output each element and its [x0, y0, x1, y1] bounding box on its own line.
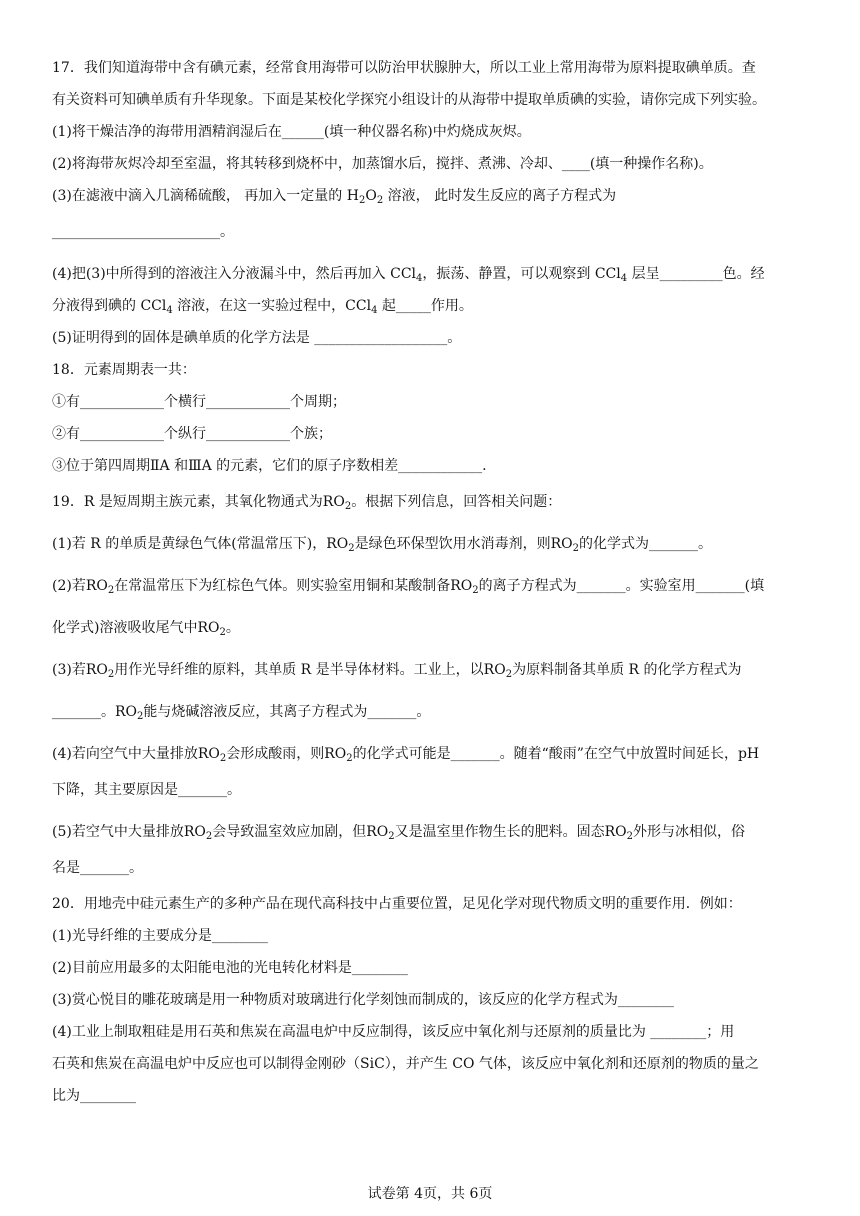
q17-part1: (1)将干燥洁净的海带用酒精润湿后在______(填一种仪器名称)中灼烧成灰烬。 — [52, 124, 531, 140]
q19-part5-line1: (5)若空气中大量排放$RO_2$会导致温室效应加剧，但$RO_2$又是温室里作物生长的肥料。固态$RO_2$外形与冰相似，俗 — [52, 824, 746, 842]
q19-part4-line2: 下降，其主要原因是_______。 — [52, 782, 241, 798]
q19-part4-line1: (4)若向空气中大量排放$RO_2$会形成酸雨，则$RO_2$的化学式可能是_______。随着“酸雨”在空气中放置时间延长，pH — [52, 746, 760, 764]
q17-stem-line2: 有关资料可知碘单质有升华现象。下面是某校化学探究小组设计的从海带中提取单质碘的实验，请你完成下列实验。 — [52, 92, 766, 108]
q17-part5: (5)证明得到的固体是碘单质的化学方法是 ___________________。 — [52, 330, 462, 346]
q17-part2: (2)将海带灰烬冷却至室温，将其转移到烧杯中，加蒸馏水后，搅拌、煮沸、冷却、____(填一种操作名称)。 — [52, 156, 713, 172]
q19-part2-line2: 化学式)溶液吸收尾气中$RO_2$。 — [52, 620, 240, 638]
q20-part3: (3)赏心悦目的雕花玻璃是用一种物质对玻璃进行化学刻蚀而制成的，该反应的化学方程式为________ — [52, 992, 674, 1008]
q18-item1: ①有____________个横行____________个周期； — [52, 394, 346, 410]
q17-part3-blank: ________________________。 — [52, 224, 234, 240]
q20-part4-line2: 石英和焦炭在高温电炉中反应也可以制得金刚砂（SiC），并产生 CO 气体，该反应中氧化剂和还原剂的物质的量之 — [52, 1056, 759, 1072]
q19-part2-line1: (2)若$RO_2$在常温常压下为红棕色气体。则实验室用铜和某酸制备$RO_2$的离子方程式为_______。实验室用_______(填 — [52, 578, 765, 596]
q17-stem-line1: 17．我们知道海带中含有碘元素，经常食用海带可以防治甲状腺肿大，所以工业上常用海带为原料提取碘单质。查 — [52, 60, 756, 76]
q18-stem: 18．元素周期表一共： — [52, 362, 196, 378]
q17-part3: (3)在滤液中滴入几滴稀硫酸， 再加入一定量的 $H_2O_2$ 溶液， 此时发生反应的离子方程式为 — [52, 188, 617, 206]
exam-page — [52, 58, 812, 1106]
q19-part1: (1)若 R 的单质是黄绿色气体(常温常压下)，$RO_2$是绿色环保型饮用水消毒剂，则$RO_2$的化学式为_______。 — [52, 536, 712, 554]
q20-stem: 20．用地壳中硅元素生产的多种产品在现代高科技中占重要位置，足见化学对现代物质文明的重要作用．例如： — [52, 896, 742, 912]
q20-part1: (1)光导纤维的主要成分是________ — [52, 928, 268, 944]
q20-part4-line3: 比为________ — [52, 1088, 136, 1104]
q17-part4-line2: 分液得到碘的 CCl$_4$ 溶液，在这一实验过程中，CCl$_4$ 起_____作用。 — [52, 298, 473, 316]
q20-part2: (2)目前应用最多的太阳能电池的光电转化材料是________ — [52, 960, 408, 976]
q18-item3: ③位于第四周期ⅡA 和ⅢA 的元素，它们的原子序数相差____________. — [52, 458, 487, 474]
q19-part5-line2: 名是_______。 — [52, 860, 143, 876]
q18-item2: ②有____________个纵行____________个族； — [52, 426, 332, 442]
q19-part3-line2: _______。$RO_2$能与烧碱溶液反应，其离子方程式为_______。 — [52, 704, 431, 722]
q17-part4-line1: (4)把(3)中所得到的溶液注入分液漏斗中，然后再加入 CCl$_4$，振荡、静置，可以观察到 CCl$_4$ 层呈_________色。经 — [52, 266, 765, 284]
q20-part4-line1: (4)工业上制取粗硅是用石英和焦炭在高温电炉中反应制得，该反应中氧化剂与还原剂的质量比为 ________；用 — [52, 1024, 735, 1040]
q19-part3-line1: (3)若$RO_2$用作光导纤维的原料，其单质 R 是半导体材料。工业上，以$RO_2$为原料制备其单质 R 的化学方程式为 — [52, 662, 742, 680]
page-footer: 试卷第 4页，共 6页 — [367, 1186, 493, 1202]
q19-stem: 19．R 是短周期主族元素，其氧化物通式为$RO_2$。根据下列信息，回答相关问题： — [52, 494, 562, 512]
